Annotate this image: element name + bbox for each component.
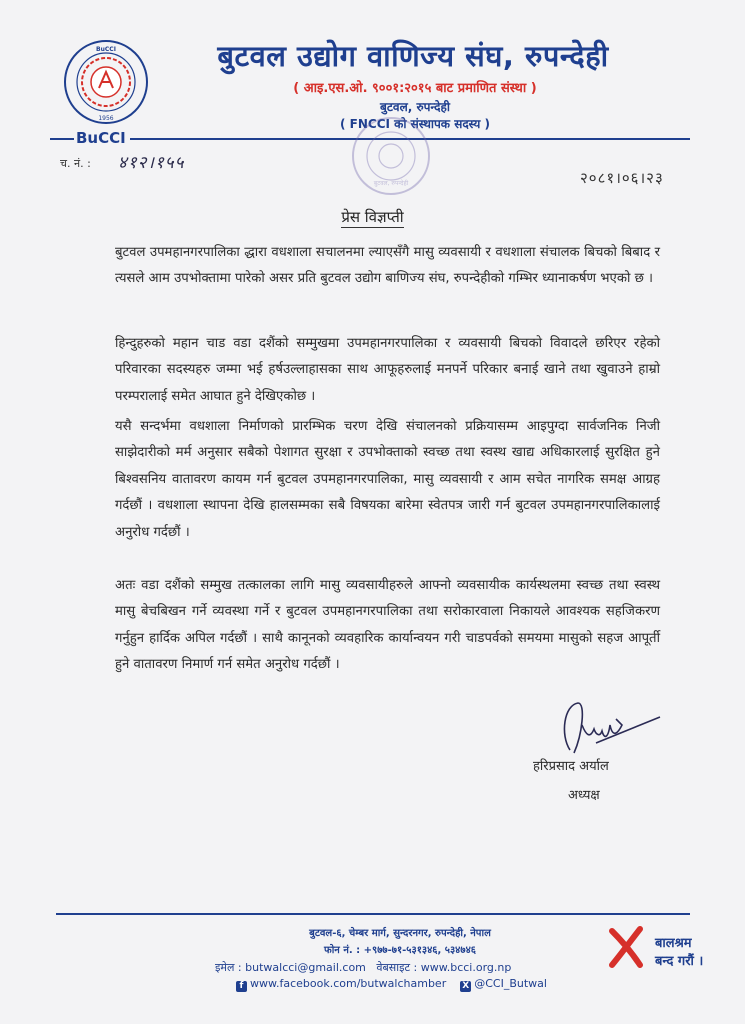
paragraph-1: बुटवल उपमहानगरपालिका द्धारा वधशाला सचालनमा ल्याएसँगै मासु व्यवसायी र वधशाला संचालक बिचको बिबाद र त्यसले आम उपभोक्तामा पारेको असर प्रति बुटवल उद्योग बाणिज्य संघ, रुपन्देहीको गम्भिर ध्यानाकर्षण भएको छ ।	[115, 245, 660, 287]
bucci-logo	[62, 38, 150, 126]
handwritten-signature	[556, 695, 666, 765]
paragraph-4: अतः वडा दशैंको सम्मुख तत्कालका लागि मासु व्यवसायीहरुले आफ्नो व्यवसायीक कार्यस्थलमा स्वच्छ तथा स्वस्थ मासु बेचबिखन गर्ने व्यवस्था गर्ने र बुटवल उपमहानगरपालिका तथा सरोकारवाला निकायले आवश्यक सहजिकरण गर्नुहुन हार्दिक अपिल गर्दछौं । साथै कानूनको व्यवहारिक कार्यान्वयन गरी चाडपर्वको समयमा मासुको सहज आपूर्ती हुने वातावरण निमार्ण गर्न समेत अनुरोध गर्दछौं ।	[115, 578, 660, 673]
seal-stamp	[350, 115, 432, 197]
email-label: इमेल :	[215, 961, 242, 974]
org-name: बुटवल उद्योग वाणिज्य संघ, रुपन्देही	[217, 39, 609, 73]
iso-certification: ( आइ.एस.ओ. ९००१:२०१५ बाट प्रमाणित संस्था )	[293, 81, 537, 96]
paragraph-2: हिन्दुहरुको महान चाड वडा दशैंको सम्मुखमा उपमहानगरपालिका र व्यवसायी बिचको विवादले छरिएर रहेको परिवारका सदस्यहरु जम्मा भई हर्षउल्लाहासका साथ आफूहरुलाई मनपर्ने परिकार बनाई खाने तथा खुवाउने हाम्रो परम्परालाई समेत आघात हुने देखिएकोछ ।	[115, 336, 660, 404]
signer-name: हरिप्रसाद अर्याल	[533, 759, 609, 774]
letter-date: २०८१।०६।२३	[580, 169, 664, 187]
child-labour-cross-icon	[606, 925, 646, 969]
twitter-link[interactable]: @CCI_Butwal	[474, 977, 547, 990]
footer-social	[236, 977, 547, 992]
facebook-icon: f	[236, 981, 247, 992]
city-line: बुटवल, रुपन्देही	[380, 100, 450, 114]
svg-text:बुटवल, रुपन्देही: बुटवल, रुपन्देही	[373, 180, 409, 187]
press-release-heading	[0, 207, 745, 227]
signer-title: अध्यक्ष	[568, 788, 600, 803]
reference-number: ४१२।१५५	[118, 153, 185, 173]
svg-text:1956: 1956	[98, 115, 114, 122]
paragraph-3: यसै सन्दर्भमा वधशाला निर्माणको प्रारम्भिक चरण देखि संचालनको प्रक्रियासम्म आइपुग्दा सार्वजनिक निजी साझेदारीको मर्म अनुसार सबैको पेशागत सुरक्षा र उपभोक्ताको स्वच्छ तथा स्वस्थ खाद्य अधिकारलाई सुरक्षित हुने बिश्वसनिय वातावरण कायम गर्न बुटवल उपमहानगरपालिका, मासु व्यवसायी र आम सचेत नागरिक समक्ष आग्रह गर्दछौं । वधशाला स्थापना देखि हालसम्मका सबै विषयका बारेमा स्वेतपत्र जारी गर्न बुटवल उपमहानगरपालिकालाई अनुरोध गर्दछौं ।	[115, 419, 660, 540]
website-link[interactable]: www.bcci.org.np	[420, 961, 512, 974]
footer-contact	[215, 960, 615, 975]
facebook-link[interactable]: www.facebook.com/butwalchamber	[250, 977, 447, 990]
website-label: वेबसाइट :	[376, 961, 418, 974]
footer-divider	[56, 913, 690, 915]
footer-address: बुटवल-६, चेम्बर मार्ग, सुन्दरनगर, रुपन्देही, नेपाल	[309, 928, 491, 939]
reference-label: च. नं. :	[60, 157, 91, 170]
twitter-icon: X	[460, 981, 471, 992]
footer-phone: फोन नं. : +९७७-७१-५३१३४६, ५३४७४६	[323, 945, 476, 956]
short-name: BuCCI	[76, 129, 126, 147]
svg-text:BuCCI: BuCCI	[96, 46, 116, 53]
slogan-line-2: बन्द गरौं ।	[655, 954, 704, 969]
fncci-membership: ( FNCCI को संस्थापक सदस्य )	[340, 117, 490, 131]
press-release-heading-text: प्रेस विज्ञप्ती	[341, 208, 404, 226]
slogan-line-1: बालश्रम	[655, 936, 692, 951]
email-link[interactable]: butwalcci@gmail.com	[245, 961, 366, 974]
header-divider-left	[50, 138, 74, 140]
